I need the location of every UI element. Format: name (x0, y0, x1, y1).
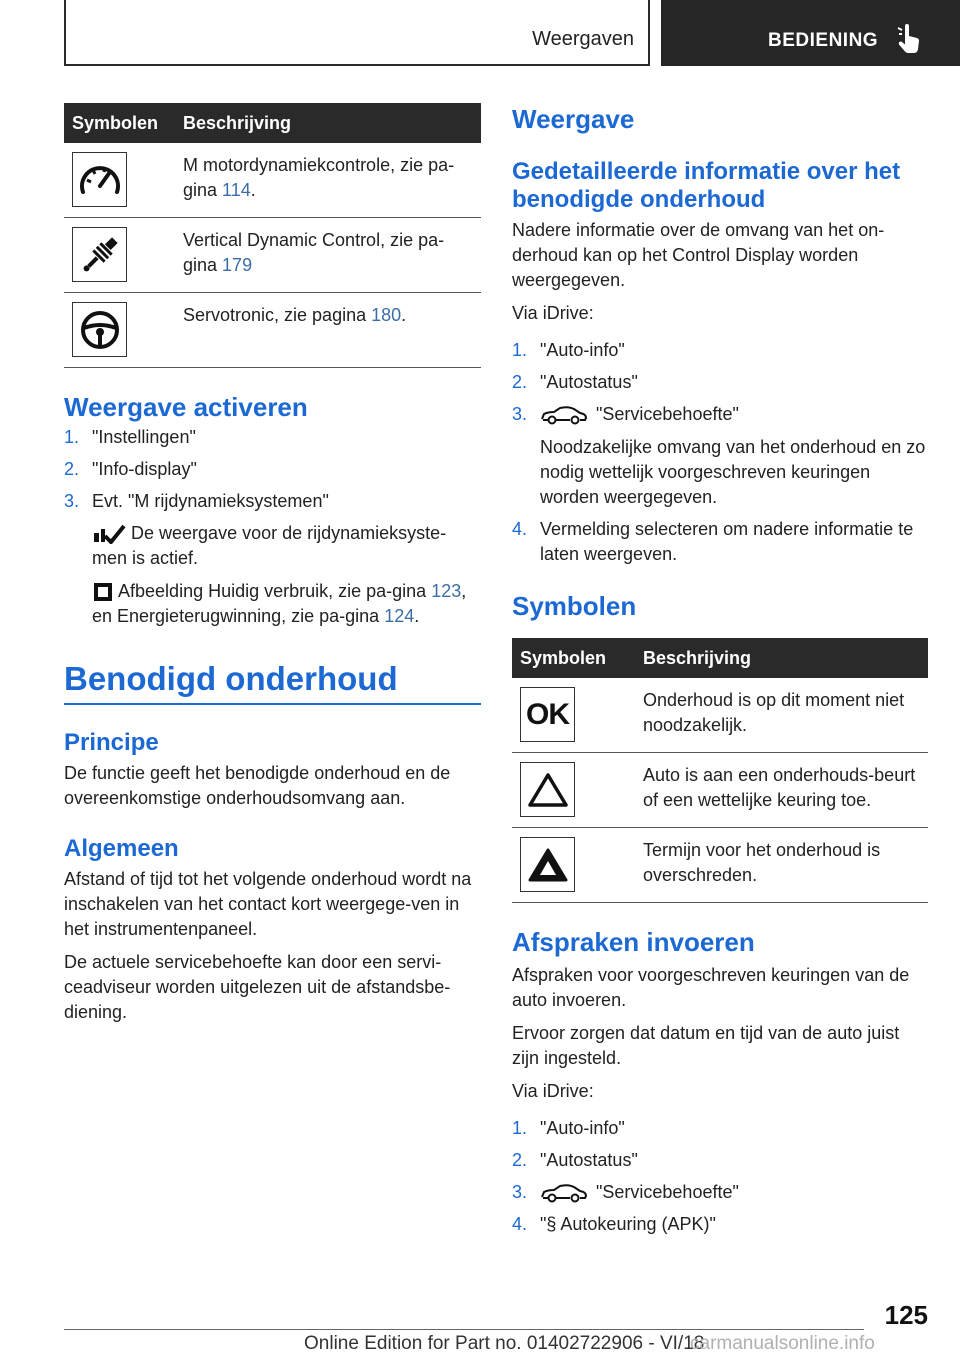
page-number: 125 (884, 1300, 928, 1330)
symbols-table-dynamics (64, 103, 481, 368)
ok-icon (520, 687, 575, 742)
table-header-symbols: Symbolen (512, 638, 634, 678)
page-link-114[interactable]: 114 (222, 180, 251, 200)
row-description-end: . (401, 305, 407, 325)
shock-absorber-icon (72, 227, 127, 282)
row-description: Auto is aan een onderhouds-beurt of een wettelijke keuring toe. (643, 765, 916, 810)
page-link-180[interactable]: 180 (371, 305, 402, 325)
note-dynamics-text: De weergave voor de rijdynamieksyste-men is actief. (92, 523, 447, 568)
table-row (64, 143, 481, 218)
step-number: 3. (64, 491, 80, 511)
step-number: 3. (512, 404, 528, 424)
header-chapter-box (661, 0, 960, 66)
table-header-description: Beschrijving (174, 103, 481, 143)
step-number: 4. (512, 519, 528, 539)
step-number: 1. (64, 427, 80, 447)
appointments-text-1: Afspraken voor voorgeschreven keuringen van de auto invoeren. (512, 965, 910, 1010)
list-item (64, 425, 481, 450)
header-chapter-title: BEDIENING (768, 30, 879, 51)
step-text: "§ Autokeuring (APK)" (540, 1214, 716, 1234)
note-consumption-text-2: , en Energieterugwinning, zie pa-gina (92, 581, 467, 626)
table-header-symbols: Symbolen (64, 103, 174, 143)
ok-icon-label: OK (526, 698, 569, 731)
checkmark-dynamics-icon (92, 524, 126, 544)
step-text: "Instellingen" (92, 427, 196, 447)
section-title-principle: Principe (64, 729, 159, 756)
note-consumption (64, 579, 481, 629)
subsection-title-detail: Gedetailleerde informatie over het benodigde onderhoud (512, 158, 901, 213)
page-link-179[interactable]: 179 (222, 255, 253, 275)
principle-text: De functie geeft het benodigde onderhoud en de overeenkomstige onderhoudsomvang aan. (64, 763, 451, 808)
display-steps (512, 338, 928, 567)
step-number: 2. (512, 372, 528, 392)
appointment-steps (512, 1116, 928, 1237)
warning-triangle-outline-icon (520, 762, 575, 817)
row-description: Onderhoud is op dit moment niet noodzakelijk. (643, 690, 905, 735)
row-description: Servotronic, zie pagina (183, 305, 372, 325)
list-item (512, 517, 928, 567)
general-text-2: De actuele servicebehoefte kan door een servi-ceadviseur worden uitgelezen uit de afstandsbe-diening. (64, 952, 451, 1022)
step-number: 3. (512, 1182, 528, 1202)
row-description: Vertical Dynamic Control, zie pa-gina (183, 230, 445, 275)
row-description: Termijn voor het onderhoud is overschreden. (643, 840, 881, 885)
header-section-title: Weergaven (532, 28, 634, 50)
footer-watermark: carmanualsonline.info (690, 1333, 875, 1354)
step-text: Vermelding selecteren om nadere informatie te laten weergeven. (540, 519, 914, 564)
step-number: 4. (512, 1214, 528, 1234)
speedometer-icon (72, 152, 127, 207)
steering-wheel-icon (72, 302, 127, 357)
note-dynamics (64, 521, 481, 571)
section-title-general: Algemeen (64, 835, 179, 862)
chapter-title-rule (64, 659, 481, 705)
list-item (512, 1212, 928, 1237)
via-idrive-1: Via iDrive: (512, 303, 594, 323)
step-text: "Auto-info" (540, 340, 625, 360)
step-number: 1. (512, 340, 528, 360)
header-section-box (64, 0, 650, 66)
square-display-icon (92, 582, 114, 602)
section-title-activate: Weergave activeren (64, 392, 308, 422)
footer-edition: Online Edition for Part no. 01402722906 - VI/18 (304, 1333, 705, 1354)
appointments-text-2: Ervoor zorgen dat datum en tijd van de auto juist zijn ingesteld. (512, 1023, 900, 1068)
general-text-1: Afstand of tijd tot het volgende onderhoud wordt na inschakelen van het contact kort weergege-ven in het instrumentenpaneel. (64, 869, 472, 939)
step-number: 2. (512, 1150, 528, 1170)
pointing-hand-icon (896, 24, 922, 54)
chapter-title-maintenance: Benodigd onderhoud (64, 660, 398, 697)
section-title-appointments: Afspraken invoeren (512, 927, 755, 957)
table-row (512, 678, 928, 753)
table-header-description: Beschrijving (634, 638, 928, 678)
list-item (512, 1116, 928, 1141)
list-item (512, 370, 928, 395)
page-link-123[interactable]: 123 (431, 581, 462, 601)
via-idrive-2: Via iDrive: (512, 1081, 594, 1101)
row-description-end: . (250, 180, 256, 200)
page-link-124[interactable]: 124 (384, 606, 415, 626)
list-item (512, 338, 928, 363)
step-text: "Servicebehoefte" (596, 1182, 739, 1202)
step-detail: Noodzakelijke omvang van het onderhoud en zo nodig wettelijk voorgeschreven keuringen worden weergegeven. (540, 437, 926, 507)
step-text: "Autostatus" (540, 372, 638, 392)
list-item (512, 1180, 928, 1205)
step-text: "Info-display" (92, 459, 197, 479)
list-item (512, 402, 928, 510)
step-number: 2. (64, 459, 80, 479)
right-column (512, 103, 928, 1237)
display-text: Nadere informatie over de omvang van het on-derhoud kan op het Control Display worden weergegeven. (512, 220, 885, 290)
car-icon (540, 1183, 588, 1203)
step-text: "Auto-info" (540, 1118, 625, 1138)
page-header (0, 0, 960, 66)
car-icon (540, 405, 588, 425)
list-item (64, 489, 481, 514)
table-row (64, 293, 481, 368)
table-row (64, 218, 481, 293)
list-item (512, 1148, 928, 1173)
footer-divider (64, 1329, 864, 1330)
step-text: "Autostatus" (540, 1150, 638, 1170)
table-row (512, 828, 928, 903)
list-item (64, 457, 481, 482)
activate-steps (64, 425, 481, 514)
section-title-display: Weergave (512, 104, 635, 134)
step-text: "Servicebehoefte" (596, 404, 739, 424)
row-description: M motordynamiekcontrole, zie pa-gina (183, 155, 455, 200)
note-consumption-end: . (414, 606, 420, 626)
table-row (512, 753, 928, 828)
section-title-symbols: Symbolen (512, 591, 637, 621)
step-number: 1. (512, 1118, 528, 1138)
note-consumption-text: Afbeelding Huidig verbruik, zie pa-gina (118, 581, 432, 601)
left-column (64, 103, 481, 1025)
step-text: Evt. "M rijdynamieksystemen" (92, 491, 329, 511)
warning-triangle-filled-icon (520, 837, 575, 892)
symbols-table-service (512, 638, 928, 903)
